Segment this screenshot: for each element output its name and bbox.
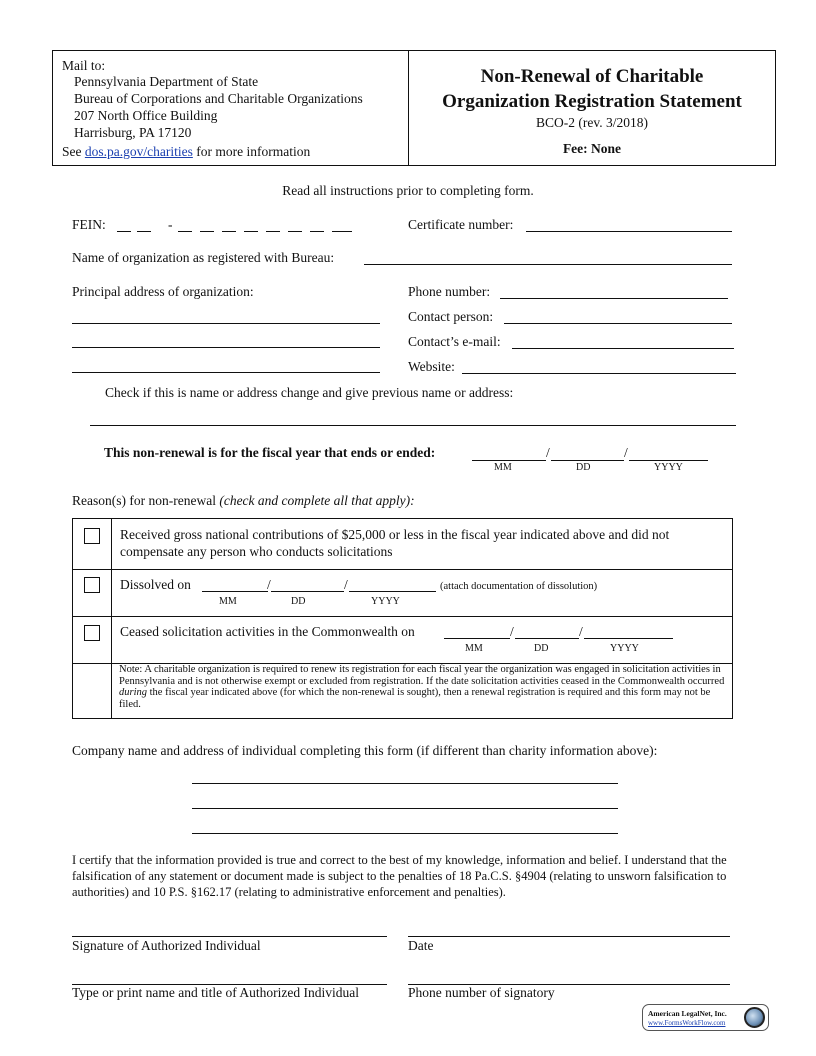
address-line-1: Pennsylvania Department of State bbox=[74, 74, 259, 89]
org-name-field[interactable] bbox=[364, 264, 732, 265]
address-line-2: Bureau of Corporations and Charitable Organizations bbox=[74, 91, 363, 106]
dissolved-yyyy-field[interactable] bbox=[349, 591, 436, 592]
row-divider-1 bbox=[73, 569, 732, 570]
ceased-dd-field[interactable] bbox=[515, 638, 579, 639]
certificate-number-field[interactable] bbox=[526, 231, 732, 232]
name-title-label: Type or print name and title of Authorized Individual bbox=[72, 985, 359, 1000]
fein-digit-2[interactable] bbox=[137, 231, 151, 232]
org-name-label: Name of organization as registered with Bureau: bbox=[72, 250, 335, 265]
contact-person-label: Contact person: bbox=[408, 309, 494, 324]
mail-to-label: Mail to: bbox=[62, 58, 106, 73]
ceased-yyyy-caption: YYYY bbox=[610, 643, 639, 654]
address-field-line-2[interactable] bbox=[72, 347, 380, 348]
dissolved-yyyy-caption: YYYY bbox=[371, 596, 400, 607]
dissolved-slash-1: / bbox=[267, 577, 271, 592]
reason-contributions-checkbox[interactable] bbox=[84, 528, 100, 544]
see-more-info bbox=[62, 144, 310, 160]
certificate-number-label: Certificate number: bbox=[408, 217, 514, 232]
ceased-mm-field[interactable] bbox=[444, 638, 510, 639]
address-field-line-1[interactable] bbox=[72, 323, 380, 324]
contact-email-label: Contact’s e-mail: bbox=[408, 334, 501, 349]
fein-digit-3[interactable] bbox=[178, 231, 192, 232]
form-title-line-1: Non-Renewal of Charitable bbox=[480, 66, 704, 87]
fein-digit-10[interactable] bbox=[332, 231, 352, 232]
reason-ceased-label: Ceased solicitation activities in the Commonwealth on bbox=[120, 624, 415, 639]
fiscal-mm-caption: MM bbox=[494, 462, 512, 473]
mailing-address-block bbox=[53, 51, 409, 165]
fein-digit-7[interactable] bbox=[266, 231, 280, 232]
address-line-4: Harrisburg, PA 17120 bbox=[74, 125, 192, 140]
dissolved-mm-field[interactable] bbox=[202, 591, 268, 592]
reason-dissolved-label: Dissolved on bbox=[120, 577, 191, 592]
fiscal-slash-1: / bbox=[546, 445, 550, 460]
renewal-note bbox=[119, 664, 729, 710]
fee-label: Fee: None bbox=[562, 141, 622, 156]
row-divider-2 bbox=[73, 616, 732, 617]
fein-digit-5[interactable] bbox=[222, 231, 236, 232]
dissolution-note: (attach documentation of dissolution) bbox=[440, 581, 598, 592]
signature-label: Signature of Authorized Individual bbox=[72, 938, 261, 953]
ceased-yyyy-field[interactable] bbox=[584, 638, 673, 639]
fein-digit-8[interactable] bbox=[288, 231, 302, 232]
company-field-line-3[interactable] bbox=[192, 833, 618, 834]
fiscal-yyyy-caption: YYYY bbox=[654, 462, 683, 473]
globe-icon bbox=[744, 1007, 765, 1028]
reasons-heading-note: (check and complete all that apply): bbox=[219, 493, 415, 508]
date-label: Date bbox=[408, 938, 434, 953]
signature-field[interactable] bbox=[72, 936, 387, 937]
address-field-line-3[interactable] bbox=[72, 372, 380, 373]
website-field[interactable] bbox=[462, 373, 736, 374]
reasons-table bbox=[72, 518, 733, 719]
note-text-1: Note: A charitable organization is required to renew its registration for each fiscal year the organization was engaged in solicitation activities in Pennsylvania and is not otherwise exempt or excluded from registration. If the date solicitation activities ceased in the Commonwealth occurred bbox=[119, 664, 725, 687]
reason-ceased-checkbox[interactable] bbox=[84, 625, 100, 641]
reason-contributions-text: Received gross national contributions of $25,000 or less in the fiscal year indicated above and did not compensate any person who conducts solicitations bbox=[120, 527, 670, 559]
fein-digit-1[interactable] bbox=[117, 231, 131, 232]
fiscal-year-dd-field[interactable] bbox=[551, 460, 624, 461]
see-suffix: for more information bbox=[196, 144, 311, 159]
company-field-line-1[interactable] bbox=[192, 783, 618, 784]
form-title-line-2: Organization Registration Statement bbox=[442, 91, 742, 112]
column-divider bbox=[111, 519, 112, 718]
reasons-heading bbox=[72, 493, 415, 509]
fiscal-slash-2: / bbox=[624, 445, 628, 460]
fiscal-year-label: This non-renewal is for the fiscal year that ends or ended: bbox=[104, 445, 436, 460]
contact-email-field[interactable] bbox=[512, 348, 734, 349]
form-code: BCO-2 (rev. 3/2018) bbox=[536, 115, 648, 130]
fein-digit-6[interactable] bbox=[244, 231, 258, 232]
note-during: during bbox=[119, 687, 148, 699]
ceased-dd-caption: DD bbox=[534, 643, 549, 654]
contact-person-field[interactable] bbox=[504, 323, 732, 324]
instructions-text: Read all instructions prior to completing form. bbox=[282, 183, 534, 198]
dissolved-dd-caption: DD bbox=[291, 596, 306, 607]
previous-name-address-field[interactable] bbox=[90, 425, 736, 426]
website-label: Website: bbox=[408, 359, 455, 374]
note-text-2: the fiscal year indicated above (for which the non-renewal is sought), then a renewal registration is required and this form may not be filed. bbox=[119, 687, 711, 710]
principal-address-label: Principal address of organization: bbox=[72, 284, 254, 299]
logo-company-name: American LegalNet, Inc. bbox=[648, 1009, 727, 1018]
phone-number-field[interactable] bbox=[500, 298, 728, 299]
dissolved-mm-caption: MM bbox=[219, 596, 237, 607]
date-field[interactable] bbox=[408, 936, 730, 937]
certification-statement: I certify that the information provided is true and correct to the best of my knowledge, information and belief. I understand that the falsification of any statement or document made is subject to the penalties of 18 Pa.C.S. §4904 (relating to unsworn falsification to authorities) and 10 P.S. §162.17 (relating to administrative enforcement and penalties). bbox=[72, 853, 727, 899]
fiscal-year-mm-field[interactable] bbox=[472, 460, 546, 461]
fiscal-dd-caption: DD bbox=[576, 462, 591, 473]
address-line-3: 207 North Office Building bbox=[74, 108, 218, 123]
name-address-change-label: Check if this is name or address change and give previous name or address: bbox=[105, 385, 514, 400]
signatory-phone-label: Phone number of signatory bbox=[408, 985, 555, 1000]
phone-number-label: Phone number: bbox=[408, 284, 491, 299]
ceased-slash-1: / bbox=[510, 624, 514, 639]
american-legalnet-logo[interactable] bbox=[642, 1004, 769, 1031]
header-box bbox=[52, 50, 776, 166]
company-field-line-2[interactable] bbox=[192, 808, 618, 809]
fein-digit-9[interactable] bbox=[310, 231, 324, 232]
fein-digit-4[interactable] bbox=[200, 231, 214, 232]
ceased-mm-caption: MM bbox=[465, 643, 483, 654]
reasons-heading-text: Reason(s) for non-renewal bbox=[72, 493, 216, 508]
company-info-label: Company name and address of individual completing this form (if different than charity information above): bbox=[72, 743, 658, 758]
dissolved-dd-field[interactable] bbox=[271, 591, 344, 592]
reason-dissolved-checkbox[interactable] bbox=[84, 577, 100, 593]
ceased-slash-2: / bbox=[579, 624, 583, 639]
fein-label: FEIN: bbox=[72, 217, 106, 232]
charities-link[interactable]: dos.pa.gov/charities bbox=[84, 144, 193, 159]
logo-website[interactable]: www.FormsWorkFlow.com bbox=[648, 1019, 726, 1027]
dissolved-slash-2: / bbox=[344, 577, 348, 592]
fiscal-year-yyyy-field[interactable] bbox=[629, 460, 708, 461]
see-prefix: See bbox=[62, 144, 82, 159]
fein-dash: - bbox=[168, 217, 173, 232]
